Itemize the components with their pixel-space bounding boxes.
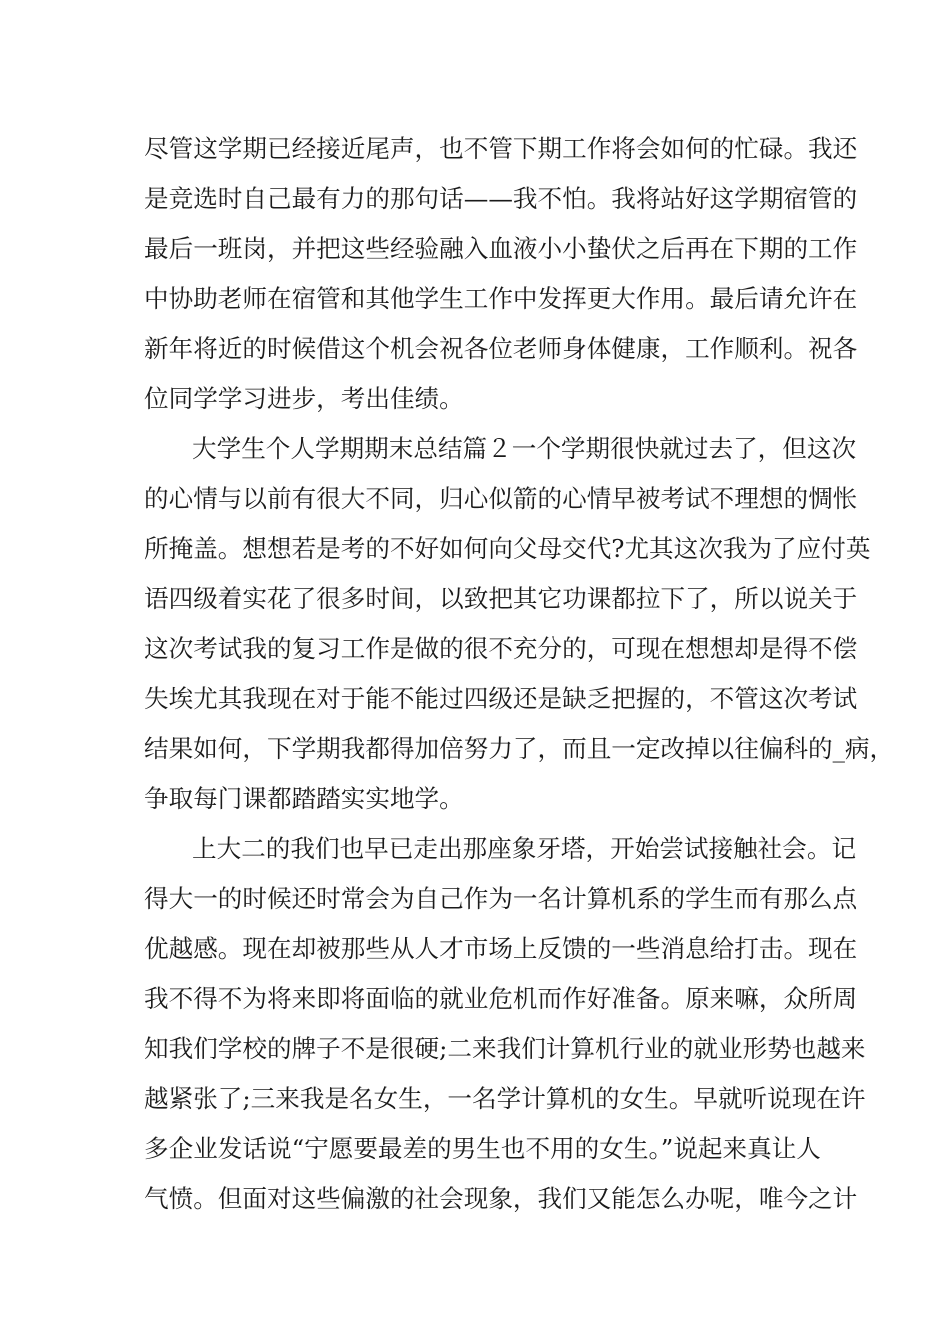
paragraph-1 bbox=[144, 124, 858, 424]
text-line: 争取每门课都踏踏实实地学。 bbox=[144, 784, 464, 813]
text-line: 这次考试我的复习工作是做的很不充分的，可现在想想却是得不偿 bbox=[144, 634, 858, 663]
text-line: 优越感。现在却被那些从人才市场上反馈的一些消息给打击。现在 bbox=[144, 934, 858, 963]
text-line: 知我们学校的牌子不是很硬;二来我们计算机行业的就业形势也越来 bbox=[144, 1034, 866, 1063]
text-line: 我不得不为将来即将面临的就业危机而作好准备。原来嘛，众所周 bbox=[144, 984, 858, 1013]
paragraph-3 bbox=[144, 824, 866, 1224]
text-line: 失埃尤其我现在对于能不能过四级还是缺乏把握的，不管这次考试 bbox=[144, 684, 858, 713]
text-line: 语四级着实花了很多时间，以致把其它功课都拉下了，所以说关于 bbox=[144, 584, 858, 613]
text-line: 结果如何，下学期我都得加倍努力了，而且一定改掉以往偏科的_病， bbox=[144, 734, 895, 763]
text-line: 中协助老师在宿管和其他学生工作中发挥更大作用。最后请允许在 bbox=[144, 284, 858, 313]
text-line: 上大二的我们也早已走出那座象牙塔，开始尝试接触社会。记 bbox=[192, 834, 857, 863]
text-line: 位同学学习进步，考出佳绩。 bbox=[144, 384, 464, 413]
text-line: 最后一班岗，并把这些经验融入血液小小蛰伏之后再在下期的工作 bbox=[144, 234, 858, 263]
paragraph-2 bbox=[144, 424, 895, 824]
text-line: 多企业发话说“宁愿要最差的男生也不用的女生。”说起来真让人 bbox=[144, 1134, 821, 1163]
text-line: 是竞选时自己最有力的那句话——我不怕。我将站好这学期宿管的 bbox=[144, 184, 858, 213]
text-line: 尽管这学期已经接近尾声，也不管下期工作将会如何的忙碌。我还 bbox=[144, 134, 858, 163]
text-line: 大学生个人学期期末总结篇２一个学期很快就过去了，但这次 bbox=[192, 434, 857, 463]
text-line: 新年将近的时候借这个机会祝各位老师身体健康，工作顺利。祝各 bbox=[144, 334, 858, 363]
text-line: 气愤。但面对这些偏激的社会现象，我们又能怎么办呢，唯今之计 bbox=[144, 1184, 858, 1213]
text-line: 所掩盖。想想若是考的不好如何向父母交代?尤其这次我为了应付英 bbox=[144, 534, 871, 563]
body-text bbox=[144, 124, 895, 1224]
text-line: 越紧张了;三来我是名女生，一名学计算机的女生。早就听说现在许 bbox=[144, 1084, 866, 1113]
text-line: 得大一的时候还时常会为自己作为一名计算机系的学生而有那么点 bbox=[144, 884, 858, 913]
text-line: 的心情与以前有很大不同，归心似箭的心情早被考试不理想的惆怅 bbox=[144, 484, 858, 513]
